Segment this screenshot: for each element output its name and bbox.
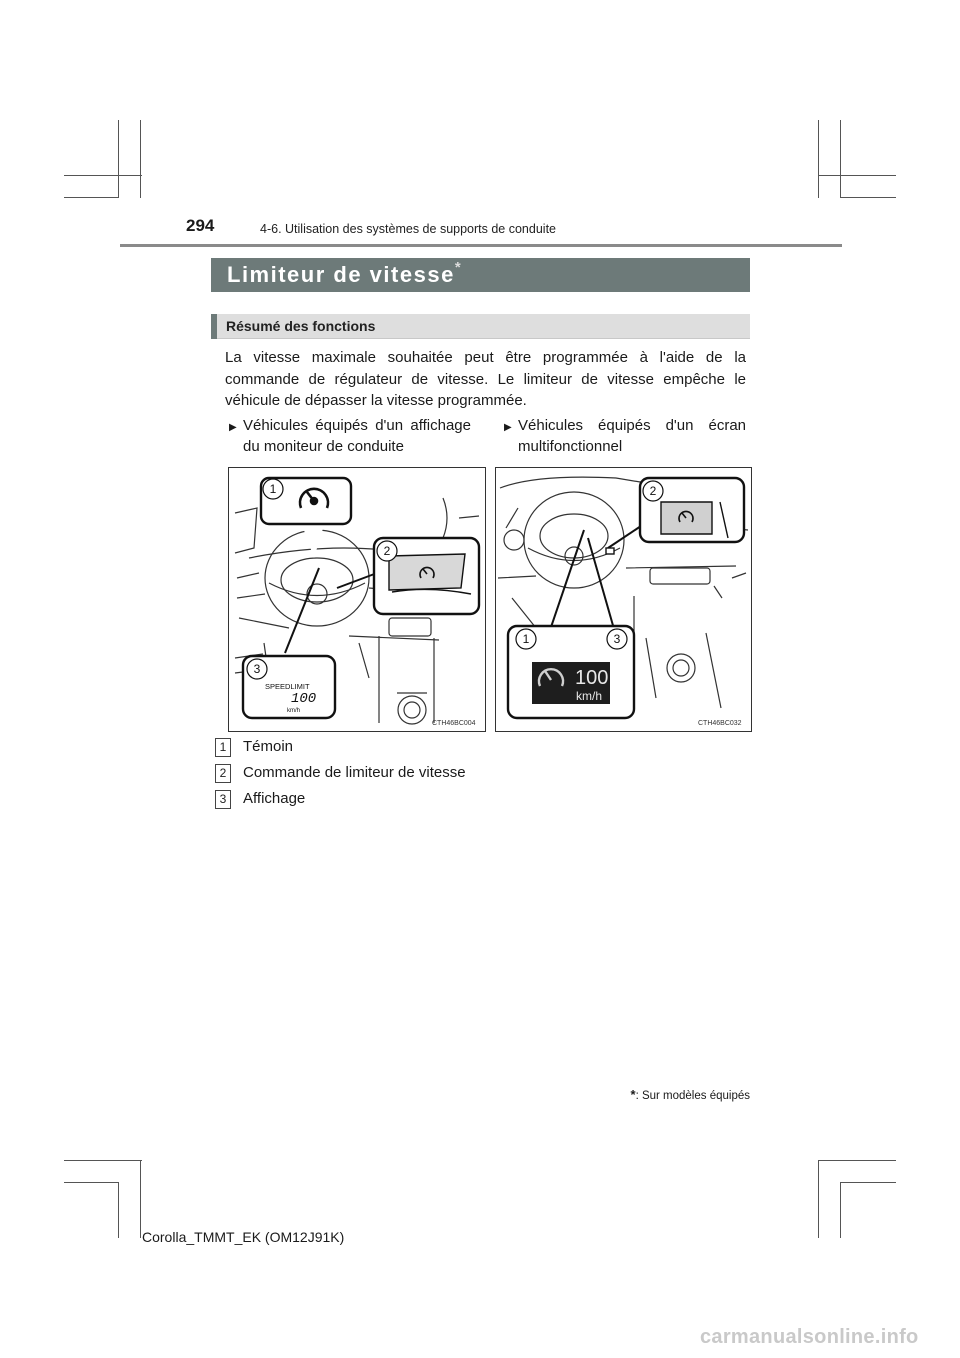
page-title-text: Limiteur de vitesse [227, 262, 455, 287]
speed-limit-value: 100 [291, 691, 317, 707]
callout-number: 2 [383, 544, 391, 558]
crop-mark [840, 120, 841, 198]
page-number: 294 [186, 216, 215, 235]
crop-mark [64, 1160, 142, 1161]
footnote-star: * [630, 1087, 636, 1102]
crop-mark [140, 1160, 141, 1238]
figure-driving-monitor [228, 467, 486, 732]
intro-paragraph: La vitesse maximale souhaitée peut être programmée à l'aide de la commande de régulateur de vitesse. Le limiteur de vitesse empêche le véhicule de dépasser la vitesse programmée. [225, 349, 746, 409]
crop-mark [840, 1182, 841, 1238]
vehicle-type-text: Véhicules équipés d'un écran multifonctionnel [518, 417, 746, 455]
figure-multi-information-display [495, 467, 752, 732]
crop-mark [140, 120, 141, 198]
watermark: carmanualsonline.info [700, 1326, 919, 1348]
legend-number: 2 [215, 764, 231, 783]
crop-mark [818, 1160, 896, 1161]
subsection-accent [211, 314, 217, 339]
figure-code: CTH46BC032 [698, 720, 742, 727]
callout-number: 2 [649, 484, 657, 498]
crop-mark [818, 1160, 819, 1238]
speed-limit-label: SPEEDLIMIT [265, 682, 310, 691]
crop-mark [64, 175, 142, 176]
vehicle-type-text: Véhicules équipés d'un affichage du moniteur de conduite [243, 417, 471, 455]
legend-number: 1 [215, 738, 231, 757]
callout-number: 3 [253, 662, 261, 676]
vehicle-type-right [504, 415, 746, 457]
crop-mark [64, 197, 118, 198]
footnote-text: : Sur modèles équipés [635, 1090, 750, 1102]
legend-label: Témoin [243, 738, 294, 755]
section-title: 4-6. Utilisation des systèmes de supports de conduite [260, 222, 556, 236]
legend-label: Affichage [243, 790, 306, 807]
display-speed-unit: km/h [576, 689, 603, 703]
crop-mark [118, 1182, 119, 1238]
speed-limit-unit: km/h [287, 708, 301, 714]
bullet-arrow-icon: ▶ [229, 422, 237, 433]
crop-mark [118, 120, 119, 198]
callout-number: 3 [613, 632, 621, 646]
crop-mark [64, 1182, 118, 1183]
subsection-bar [211, 314, 750, 339]
title-footnote-star: * [454, 259, 461, 276]
crop-mark [840, 1182, 896, 1183]
display-speed-value: 100 [575, 667, 609, 689]
crop-mark [818, 175, 896, 176]
footnote [620, 1087, 750, 1102]
legend-label: Commande de limiteur de vitesse [243, 764, 466, 781]
figure-code: CTH46BC004 [432, 720, 476, 727]
dashboard-illustration-2 [496, 468, 751, 731]
crop-mark [818, 120, 819, 198]
subsection-title: Résumé des fonctions [226, 318, 376, 334]
page-title [227, 259, 461, 288]
callout-number: 1 [522, 632, 530, 646]
legend-number: 3 [215, 790, 231, 809]
vehicle-type-left [229, 415, 471, 457]
footer-document-id: Corolla_TMMT_EK (OM12J91K) [142, 1229, 345, 1245]
bullet-arrow-icon: ▶ [504, 422, 512, 433]
dashboard-illustration-1 [229, 468, 485, 731]
callout-number: 1 [269, 482, 277, 496]
crop-mark [840, 197, 896, 198]
header-rule [120, 244, 842, 247]
title-bar [211, 258, 750, 292]
